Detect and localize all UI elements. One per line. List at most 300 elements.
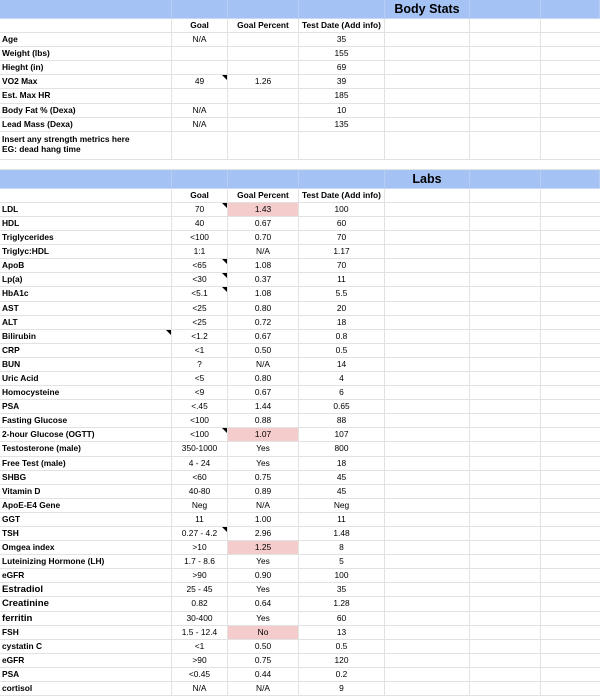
cell[interactable] <box>385 612 470 625</box>
goal-cell[interactable]: <.45 <box>172 400 228 413</box>
goal-percent-cell[interactable]: N/A <box>228 358 299 371</box>
test-value-cell[interactable]: 18 <box>299 316 385 329</box>
cell[interactable] <box>541 316 600 329</box>
metric-name-cell[interactable]: Testosterone (male) <box>0 442 172 455</box>
goal-cell[interactable]: <0.45 <box>172 668 228 681</box>
goal-percent-cell[interactable]: 0.75 <box>228 471 299 484</box>
metric-name-cell[interactable]: Free Test (male) <box>0 457 172 470</box>
cell[interactable] <box>385 640 470 653</box>
cell[interactable] <box>385 555 470 568</box>
goal-cell[interactable]: <60 <box>172 471 228 484</box>
cell[interactable] <box>470 0 541 18</box>
goal-cell[interactable] <box>172 61 228 74</box>
test-value-cell[interactable]: 0.65 <box>299 400 385 413</box>
goal-cell[interactable]: <5 <box>172 372 228 385</box>
goal-percent-cell[interactable]: 0.88 <box>228 414 299 427</box>
cell[interactable] <box>385 682 470 695</box>
cell[interactable] <box>541 612 600 625</box>
test-value-cell[interactable]: 45 <box>299 485 385 498</box>
metric-name-cell[interactable]: 2-hour Glucose (OGTT) <box>0 428 172 441</box>
goal-cell[interactable]: ? <box>172 358 228 371</box>
cell[interactable] <box>541 302 600 315</box>
goal-percent-cell[interactable]: 1.26 <box>228 75 299 88</box>
goal-cell[interactable]: <30 <box>172 273 228 286</box>
cell[interactable] <box>541 104 600 117</box>
cell[interactable] <box>385 89 470 102</box>
goal-cell[interactable]: 4 - 24 <box>172 457 228 470</box>
cell[interactable] <box>385 344 470 357</box>
goal-percent-cell[interactable]: 0.50 <box>228 640 299 653</box>
cell[interactable] <box>172 0 228 18</box>
cell[interactable] <box>470 457 541 470</box>
cell[interactable] <box>172 132 228 159</box>
goal-cell[interactable]: <100 <box>172 428 228 441</box>
cell[interactable] <box>470 231 541 244</box>
test-value-cell[interactable]: 120 <box>299 654 385 667</box>
cell[interactable] <box>385 330 470 343</box>
cell[interactable] <box>470 344 541 357</box>
cell[interactable] <box>541 89 600 102</box>
test-value-cell[interactable]: 70 <box>299 231 385 244</box>
metric-name-cell[interactable]: Fasting Glucose <box>0 414 172 427</box>
cell[interactable] <box>470 654 541 667</box>
cell[interactable] <box>470 47 541 60</box>
goal-percent-cell[interactable]: 1.00 <box>228 513 299 526</box>
cell[interactable] <box>470 189 541 202</box>
cell[interactable] <box>385 569 470 582</box>
metric-name-cell[interactable]: Omgea index <box>0 541 172 554</box>
cell[interactable] <box>541 330 600 343</box>
cell[interactable] <box>541 527 600 540</box>
metric-name-cell[interactable]: Estradiol <box>0 583 172 596</box>
metric-name-cell[interactable]: GGT <box>0 513 172 526</box>
cell[interactable] <box>385 217 470 230</box>
metric-name-cell[interactable]: AST <box>0 302 172 315</box>
goal-percent-cell[interactable]: 0.80 <box>228 302 299 315</box>
goal-percent-cell[interactable]: 0.50 <box>228 344 299 357</box>
goal-percent-cell[interactable]: Yes <box>228 555 299 568</box>
cell[interactable] <box>385 400 470 413</box>
cell[interactable] <box>470 555 541 568</box>
cell[interactable] <box>541 457 600 470</box>
goal-cell[interactable]: 11 <box>172 513 228 526</box>
cell[interactable] <box>385 626 470 639</box>
goal-percent-cell[interactable]: 0.67 <box>228 217 299 230</box>
test-value-cell[interactable]: 8 <box>299 541 385 554</box>
goal-percent-cell[interactable]: 0.90 <box>228 569 299 582</box>
test-value-cell[interactable]: 800 <box>299 442 385 455</box>
test-value-cell[interactable]: 1.17 <box>299 245 385 258</box>
metric-name-cell[interactable]: eGFR <box>0 569 172 582</box>
cell[interactable] <box>385 654 470 667</box>
cell[interactable] <box>385 527 470 540</box>
goal-cell[interactable]: 1.5 - 12.4 <box>172 626 228 639</box>
cell[interactable] <box>541 485 600 498</box>
goal-cell[interactable] <box>172 47 228 60</box>
test-value-cell[interactable]: 60 <box>299 217 385 230</box>
goal-header[interactable]: Goal <box>172 189 228 202</box>
cell[interactable] <box>541 189 600 202</box>
goal-cell[interactable]: 0.27 - 4.2 <box>172 527 228 540</box>
metric-name-cell[interactable]: Uric Acid <box>0 372 172 385</box>
cell[interactable] <box>541 555 600 568</box>
goal-percent-cell[interactable]: 0.37 <box>228 273 299 286</box>
goal-percent-cell[interactable]: N/A <box>228 245 299 258</box>
metric-name-cell[interactable]: SHBG <box>0 471 172 484</box>
goal-percent-cell[interactable] <box>228 118 299 131</box>
cell[interactable] <box>385 231 470 244</box>
goal-cell[interactable]: <1 <box>172 344 228 357</box>
goal-percent-header[interactable]: Goal Percent <box>228 19 299 32</box>
metric-name-cell[interactable]: ALT <box>0 316 172 329</box>
test-value-cell[interactable]: 35 <box>299 583 385 596</box>
metric-name-cell[interactable]: Luteinizing Hormone (LH) <box>0 555 172 568</box>
metric-name-cell[interactable]: Age <box>0 33 172 46</box>
test-value-cell[interactable]: 0.5 <box>299 640 385 653</box>
cell[interactable] <box>385 471 470 484</box>
cell[interactable] <box>385 583 470 596</box>
body-stats-title[interactable]: Body Stats <box>385 0 470 18</box>
goal-percent-cell[interactable]: 0.44 <box>228 668 299 681</box>
cell[interactable] <box>541 0 600 18</box>
cell[interactable] <box>541 400 600 413</box>
test-value-cell[interactable]: 6 <box>299 386 385 399</box>
cell[interactable] <box>470 414 541 427</box>
cell[interactable] <box>541 682 600 695</box>
goal-percent-cell[interactable]: 1.08 <box>228 287 299 300</box>
goal-percent-cell[interactable]: 0.64 <box>228 597 299 610</box>
goal-cell[interactable]: >90 <box>172 569 228 582</box>
cell[interactable] <box>470 372 541 385</box>
cell[interactable] <box>470 612 541 625</box>
cell[interactable] <box>385 428 470 441</box>
cell[interactable] <box>385 485 470 498</box>
cell[interactable] <box>470 33 541 46</box>
goal-percent-cell[interactable]: 0.67 <box>228 386 299 399</box>
cell[interactable] <box>541 358 600 371</box>
cell[interactable] <box>470 583 541 596</box>
cell[interactable] <box>470 527 541 540</box>
goal-cell[interactable]: 40 <box>172 217 228 230</box>
metric-name-cell[interactable]: ApoE-E4 Gene <box>0 499 172 512</box>
labs-title[interactable]: Labs <box>385 170 470 188</box>
goal-cell[interactable]: <25 <box>172 302 228 315</box>
cell[interactable] <box>470 668 541 681</box>
test-value-cell[interactable]: 185 <box>299 89 385 102</box>
metric-name-cell[interactable]: Lp(a) <box>0 273 172 286</box>
cell[interactable] <box>299 0 385 18</box>
goal-cell[interactable]: <1 <box>172 640 228 653</box>
cell[interactable] <box>385 189 470 202</box>
test-value-cell[interactable]: 9 <box>299 682 385 695</box>
goal-cell[interactable]: <100 <box>172 414 228 427</box>
cell[interactable] <box>470 316 541 329</box>
cell[interactable] <box>385 104 470 117</box>
cell[interactable] <box>470 400 541 413</box>
metric-name-cell[interactable]: eGFR <box>0 654 172 667</box>
metric-name-cell[interactable]: Weight (lbs) <box>0 47 172 60</box>
metric-name-cell[interactable]: VO2 Max <box>0 75 172 88</box>
metric-name-cell[interactable]: Creatinine <box>0 597 172 610</box>
cell[interactable] <box>385 47 470 60</box>
test-value-cell[interactable]: 0.8 <box>299 330 385 343</box>
test-value-cell[interactable]: 60 <box>299 612 385 625</box>
cell[interactable] <box>541 273 600 286</box>
cell[interactable] <box>470 513 541 526</box>
cell[interactable] <box>228 170 299 188</box>
test-value-cell[interactable]: 107 <box>299 428 385 441</box>
cell[interactable] <box>470 118 541 131</box>
goal-cell[interactable]: 25 - 45 <box>172 583 228 596</box>
test-value-cell[interactable]: 0.2 <box>299 668 385 681</box>
metric-name-cell[interactable]: Lead Mass (Dexa) <box>0 118 172 131</box>
goal-percent-cell[interactable]: 0.89 <box>228 485 299 498</box>
goal-cell[interactable]: 40-80 <box>172 485 228 498</box>
cell[interactable] <box>541 372 600 385</box>
cell[interactable] <box>541 231 600 244</box>
goal-percent-cell[interactable]: 1.08 <box>228 259 299 272</box>
goal-cell[interactable]: >10 <box>172 541 228 554</box>
goal-cell[interactable]: 1.7 - 8.6 <box>172 555 228 568</box>
cell[interactable] <box>541 75 600 88</box>
test-value-cell[interactable]: 11 <box>299 273 385 286</box>
cell[interactable] <box>385 203 470 216</box>
cell[interactable] <box>385 75 470 88</box>
cell[interactable] <box>541 386 600 399</box>
cell[interactable] <box>470 358 541 371</box>
goal-percent-header[interactable]: Goal Percent <box>228 189 299 202</box>
metric-name-cell[interactable]: cystatin C <box>0 640 172 653</box>
goal-percent-cell[interactable]: 0.75 <box>228 654 299 667</box>
cell[interactable] <box>470 442 541 455</box>
goal-cell[interactable]: 70 <box>172 203 228 216</box>
cell[interactable] <box>470 75 541 88</box>
cell[interactable] <box>541 569 600 582</box>
cell[interactable] <box>385 316 470 329</box>
cell[interactable] <box>541 33 600 46</box>
test-value-cell[interactable]: 4 <box>299 372 385 385</box>
cell[interactable] <box>541 640 600 653</box>
cell[interactable] <box>541 583 600 596</box>
test-value-cell[interactable]: 20 <box>299 302 385 315</box>
test-value-cell[interactable]: 5.5 <box>299 287 385 300</box>
goal-percent-cell[interactable] <box>228 89 299 102</box>
goal-percent-cell[interactable]: Yes <box>228 612 299 625</box>
cell[interactable] <box>172 170 228 188</box>
cell[interactable] <box>385 372 470 385</box>
cell[interactable] <box>541 471 600 484</box>
test-value-cell[interactable]: 69 <box>299 61 385 74</box>
cell[interactable] <box>385 259 470 272</box>
goal-cell[interactable]: <100 <box>172 231 228 244</box>
goal-percent-cell[interactable]: 0.70 <box>228 231 299 244</box>
metric-name-cell[interactable]: HDL <box>0 217 172 230</box>
cell[interactable] <box>385 386 470 399</box>
goal-cell[interactable]: <5.1 <box>172 287 228 300</box>
cell[interactable] <box>541 217 600 230</box>
goal-percent-cell[interactable]: 2.96 <box>228 527 299 540</box>
cell[interactable] <box>541 499 600 512</box>
test-value-cell[interactable]: 18 <box>299 457 385 470</box>
cell[interactable] <box>470 485 541 498</box>
goal-percent-cell[interactable] <box>228 47 299 60</box>
cell[interactable] <box>470 170 541 188</box>
goal-percent-cell[interactable]: 0.72 <box>228 316 299 329</box>
cell[interactable] <box>541 668 600 681</box>
goal-cell[interactable]: N/A <box>172 682 228 695</box>
metric-name-cell[interactable]: BUN <box>0 358 172 371</box>
metric-name-cell[interactable]: ApoB <box>0 259 172 272</box>
metric-name-cell[interactable]: TSH <box>0 527 172 540</box>
cell[interactable] <box>470 217 541 230</box>
test-value-cell[interactable]: 35 <box>299 33 385 46</box>
goal-cell[interactable]: N/A <box>172 118 228 131</box>
metric-name-cell[interactable]: CRP <box>0 344 172 357</box>
goal-cell[interactable]: N/A <box>172 104 228 117</box>
cell[interactable] <box>0 19 172 32</box>
cell[interactable] <box>385 442 470 455</box>
cell[interactable] <box>385 33 470 46</box>
cell[interactable] <box>541 287 600 300</box>
test-value-cell[interactable]: 10 <box>299 104 385 117</box>
cell[interactable] <box>541 654 600 667</box>
test-value-cell[interactable]: 100 <box>299 203 385 216</box>
cell[interactable] <box>385 358 470 371</box>
cell[interactable] <box>470 499 541 512</box>
cell[interactable] <box>385 302 470 315</box>
test-value-cell[interactable]: 1.28 <box>299 597 385 610</box>
cell[interactable] <box>541 19 600 32</box>
goal-percent-cell[interactable]: 1.43 <box>228 203 299 216</box>
cell[interactable] <box>470 471 541 484</box>
goal-percent-cell[interactable]: 0.67 <box>228 330 299 343</box>
cell[interactable] <box>385 61 470 74</box>
cell[interactable] <box>385 19 470 32</box>
cell[interactable] <box>385 597 470 610</box>
metric-name-cell[interactable]: PSA <box>0 668 172 681</box>
cell[interactable] <box>470 626 541 639</box>
goal-cell[interactable]: 30-400 <box>172 612 228 625</box>
cell[interactable] <box>385 287 470 300</box>
cell[interactable] <box>541 170 600 188</box>
test-value-cell[interactable]: 11 <box>299 513 385 526</box>
goal-percent-cell[interactable]: Yes <box>228 583 299 596</box>
goal-cell[interactable]: 1:1 <box>172 245 228 258</box>
cell[interactable] <box>541 541 600 554</box>
cell[interactable] <box>470 19 541 32</box>
cell[interactable] <box>541 203 600 216</box>
cell[interactable] <box>541 626 600 639</box>
goal-cell[interactable]: <25 <box>172 316 228 329</box>
cell[interactable] <box>541 118 600 131</box>
test-value-cell[interactable]: 155 <box>299 47 385 60</box>
metric-name-cell[interactable]: ferritin <box>0 612 172 625</box>
test-value-cell[interactable]: 70 <box>299 259 385 272</box>
goal-cell[interactable]: <65 <box>172 259 228 272</box>
metric-name-cell[interactable]: PSA <box>0 400 172 413</box>
cell[interactable] <box>541 344 600 357</box>
test-value-cell[interactable]: 39 <box>299 75 385 88</box>
cell[interactable] <box>385 499 470 512</box>
cell[interactable] <box>470 569 541 582</box>
cell[interactable] <box>470 640 541 653</box>
cell[interactable] <box>541 47 600 60</box>
cell[interactable] <box>470 428 541 441</box>
goal-percent-cell[interactable]: 0.80 <box>228 372 299 385</box>
cell[interactable] <box>541 245 600 258</box>
cell[interactable] <box>470 89 541 102</box>
test-value-cell[interactable]: 1.48 <box>299 527 385 540</box>
metric-name-cell[interactable]: Hieght (in) <box>0 61 172 74</box>
goal-percent-cell[interactable] <box>228 61 299 74</box>
metric-name-cell[interactable]: Triglycerides <box>0 231 172 244</box>
goal-header[interactable]: Goal <box>172 19 228 32</box>
goal-percent-cell[interactable]: No <box>228 626 299 639</box>
metric-name-cell[interactable]: FSH <box>0 626 172 639</box>
cell[interactable] <box>541 428 600 441</box>
goal-cell[interactable]: 350-1000 <box>172 442 228 455</box>
goal-cell[interactable]: <1.2 <box>172 330 228 343</box>
cell[interactable] <box>541 414 600 427</box>
cell[interactable] <box>385 457 470 470</box>
goal-cell[interactable]: N/A <box>172 33 228 46</box>
metric-name-cell[interactable]: LDL <box>0 203 172 216</box>
goal-cell[interactable]: <9 <box>172 386 228 399</box>
cell[interactable] <box>541 597 600 610</box>
cell[interactable] <box>385 414 470 427</box>
test-date-header[interactable]: Test Date (Add info) <box>299 19 385 32</box>
goal-cell[interactable] <box>172 89 228 102</box>
strength-note-cell[interactable] <box>0 132 172 159</box>
test-value-cell[interactable]: Neg <box>299 499 385 512</box>
test-value-cell[interactable]: 13 <box>299 626 385 639</box>
cell[interactable] <box>541 132 600 159</box>
metric-name-cell[interactable]: Homocysteine <box>0 386 172 399</box>
cell[interactable] <box>470 330 541 343</box>
goal-cell[interactable]: 49 <box>172 75 228 88</box>
cell[interactable] <box>0 189 172 202</box>
cell[interactable] <box>385 668 470 681</box>
cell[interactable] <box>470 287 541 300</box>
cell[interactable] <box>385 118 470 131</box>
test-value-cell[interactable]: 0.5 <box>299 344 385 357</box>
cell[interactable] <box>385 513 470 526</box>
goal-percent-cell[interactable]: N/A <box>228 682 299 695</box>
goal-percent-cell[interactable]: 1.07 <box>228 428 299 441</box>
cell[interactable] <box>385 273 470 286</box>
cell[interactable] <box>0 170 172 188</box>
cell[interactable] <box>470 302 541 315</box>
cell[interactable] <box>541 442 600 455</box>
goal-percent-cell[interactable]: Yes <box>228 457 299 470</box>
cell[interactable] <box>470 273 541 286</box>
goal-percent-cell[interactable] <box>228 104 299 117</box>
cell[interactable] <box>470 104 541 117</box>
goal-cell[interactable]: Neg <box>172 499 228 512</box>
metric-name-cell[interactable]: HbA1c <box>0 287 172 300</box>
cell[interactable] <box>470 386 541 399</box>
test-value-cell[interactable]: 45 <box>299 471 385 484</box>
cell[interactable] <box>228 132 299 159</box>
metric-name-cell[interactable]: Triglyc:HDL <box>0 245 172 258</box>
goal-cell[interactable]: 0.82 <box>172 597 228 610</box>
cell[interactable] <box>385 245 470 258</box>
cell[interactable] <box>385 132 470 159</box>
cell[interactable] <box>228 0 299 18</box>
cell[interactable] <box>470 259 541 272</box>
goal-percent-cell[interactable]: Yes <box>228 442 299 455</box>
goal-percent-cell[interactable]: N/A <box>228 499 299 512</box>
